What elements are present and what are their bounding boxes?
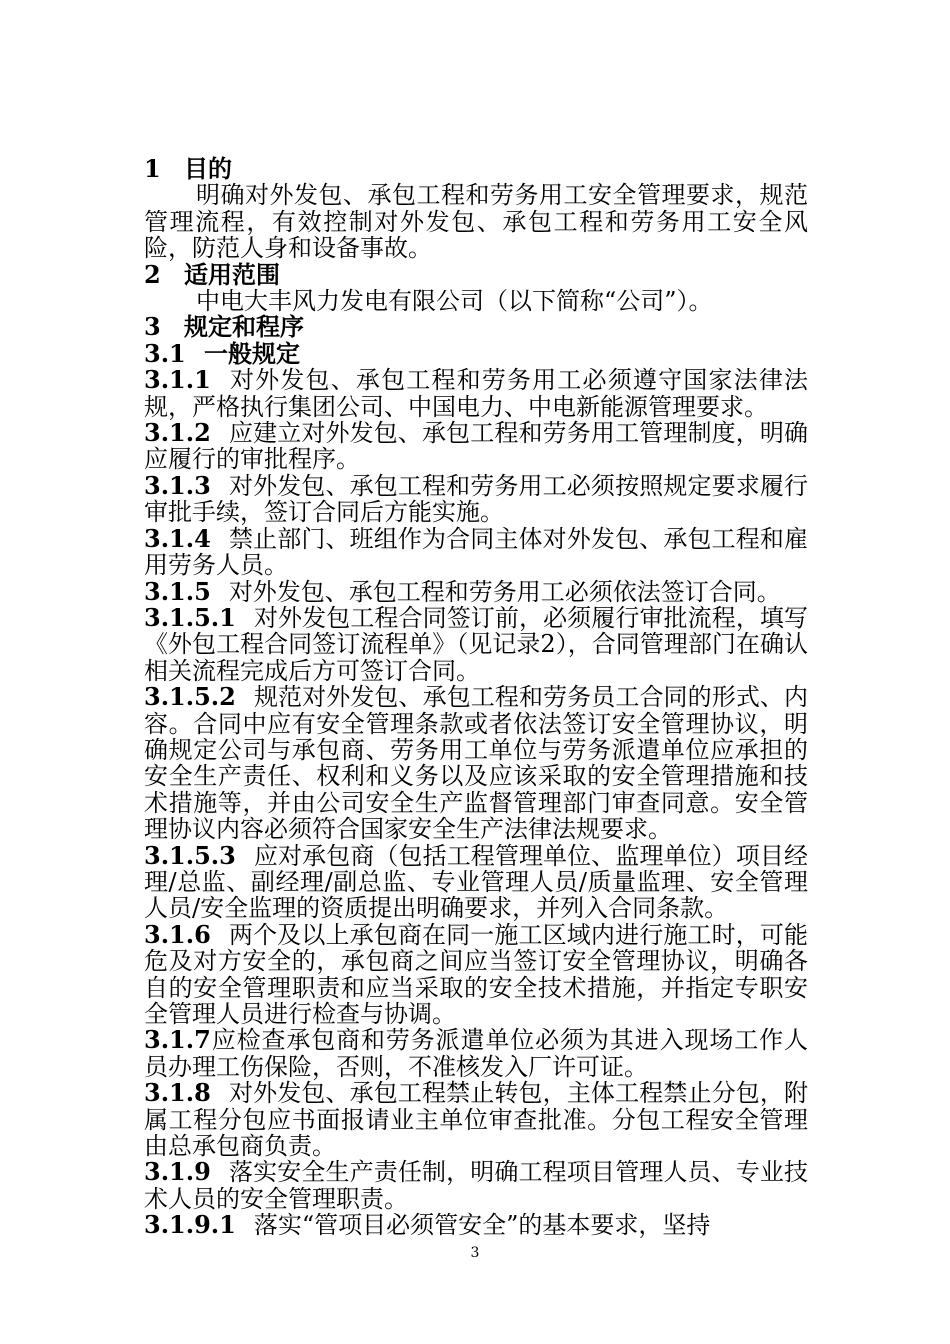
clause: 3.1.5.2 规范对外发包、承包工程和劳务员工合同的形式、内容。合同中应有安全管理条款或者依法签订安全管理协议，明确规定公司与承包商、劳务用工单位与劳务派遣单位应承担的安全生产责任、权利和义务以及应该采取的安全管理措施和技术措施等，并由公司安全生产监督管理部门审查同意。安全管理协议内容必须符合国家安全生产法律法规要求。 xyxy=(144,682,808,844)
section-heading: 3 规定和程序 xyxy=(144,312,304,342)
clause: 3.1.4 禁止部门、班组作为合同主体对外发包、承包工程和雇用劳务人员。 xyxy=(144,523,808,580)
clause: 3.1.7应检查承包商和劳务派遣单位必须为其进入现场工作人员办理工伤保险，否则，不准核发入厂许可证。 xyxy=(144,1025,808,1081)
page-number: 3 xyxy=(470,1245,480,1261)
clause: 3.1.9 落实安全生产责任制，明确工程项目管理人员、专业技术人员的安全管理职责。 xyxy=(144,1157,808,1213)
clause: 3.1.8 对外发包、承包工程禁止转包，主体工程禁止分包，附属工程分包应书面报请业主单位审查批准。分包工程安全管理由总承包商负责。 xyxy=(144,1078,808,1161)
purpose-paragraph: 明确对外发包、承包工程和劳务用工安全管理要求，规范管理流程，有效控制对外发包、承包工程和劳务用工安全风险，防范人身和设备事故。 xyxy=(144,181,808,263)
clause: 3.1.6 两个及以上承包商在同一施工区域内进行施工时，可能危及对方安全的，承包商之间应当签订安全管理协议，明确各自的安全管理职责和应当采取的安全技术措施，并指定专职安全管理人员进行检查与协调。 xyxy=(144,919,808,1028)
clause: 3.1.9.1 落实“管项目必须管安全”的基本要求，坚持 xyxy=(144,1210,711,1240)
section-heading: 1 目的 xyxy=(144,154,232,183)
clause: 3.1.2 应建立对外发包、承包工程和劳务用工管理制度，明确应履行的审批程序。 xyxy=(144,418,808,474)
clause: 3.1.3 对外发包、承包工程和劳务用工必须按照规定要求履行审批手续，签订合同后方能实施。 xyxy=(144,470,808,527)
clause: 3.1.5.1 对外发包工程合同签订前，必须履行审批流程，填写《外包工程合同签订流程单》（见记录2），合同管理部门在确认相关流程完成后方可签订合同。 xyxy=(144,602,808,685)
document-body xyxy=(144,156,808,1239)
subsection-heading: 3.1 一般规定 xyxy=(144,338,300,368)
scope-paragraph: 中电大丰风力发电有限公司（以下简称“公司”）。 xyxy=(196,287,713,316)
clause: 3.1.5.3 应对承包商（包括工程管理单位、监理单位）项目经理/总监、副经理/副总监、专业管理人员/质量监理、安全管理人员/安全监理的资质提出明确要求，并列入合同条款。 xyxy=(144,840,808,923)
clause: 3.1.1 对外发包、承包工程和劳务用工必须遵守国家法律法规，严格执行集团公司、中国电力、中电新能源管理要求。 xyxy=(144,365,808,421)
clause: 3.1.5 对外发包、承包工程和劳务用工必须依法签订合同。 xyxy=(144,576,781,606)
section-heading: 2 适用范围 xyxy=(144,259,280,289)
